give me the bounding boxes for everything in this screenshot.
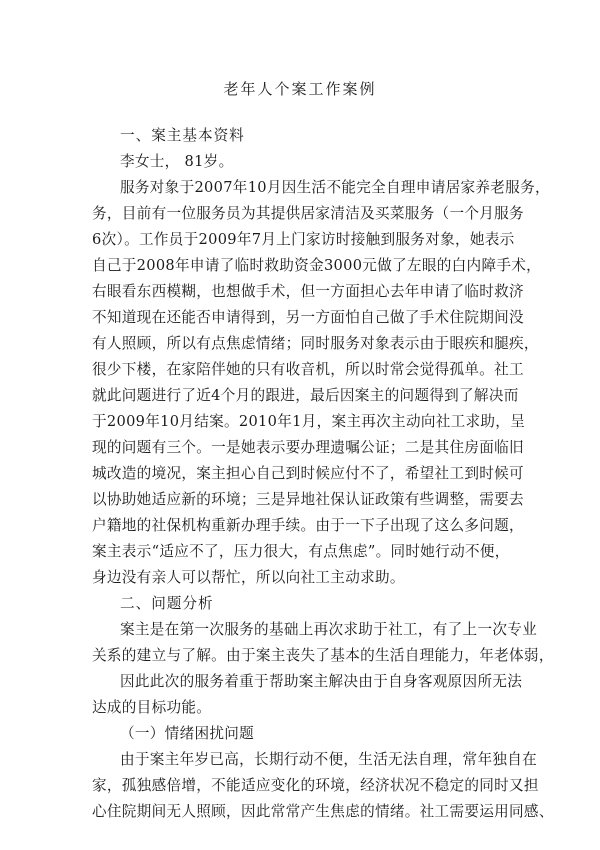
paragraph-line: 于2009年10月结案。2010年1月，案主再次主动向社工求助，呈	[92, 413, 526, 430]
paragraph-line: 有人照顾，所以有点焦虑情绪；同时服务对象表示由于眼疾和腿疾，	[92, 335, 539, 352]
paragraph-line: 就此问题进行了近4个月的跟进，最后因案主的问题得到了解决而	[92, 387, 519, 404]
paragraph-line: 自己于2008年申请了临时救助资金3000元做了左眼的白内障手术，	[92, 257, 542, 274]
paragraph-line: 关系的建立与了解。由于案主丧失了基本的生活自理能力，年老体弱，	[92, 647, 554, 664]
paragraph-line: 身边没有亲人可以帮忙，所以向社工主动求助。	[92, 569, 405, 586]
paragraph-line: 由于案主年岁已高，长期行动不便，生活无法自理，常年独自在	[120, 751, 538, 768]
paragraph-line: 6次）。工作员于2009年7月上门家访时接触到服务对象，她表示	[92, 231, 515, 248]
client-info: 李女士， 81岁。	[120, 153, 234, 170]
paragraph-line: 案主表示“适应不了，压力很大，有点焦虑”。同时她行动不便，	[92, 543, 510, 560]
paragraph-line: 服务对象于2007年10月因生活不能完全自理申请居家养老服务，	[120, 179, 550, 196]
paragraph-line: 不知道现在还能否申请得到，另一方面怕自己做了手术住院期间没	[92, 309, 524, 326]
section-heading-basic-info: 一、案主基本资料	[120, 127, 245, 144]
paragraph-line: 因此此次的服务着重于帮助案主解决由于自身客观原因所无法	[120, 673, 523, 690]
paragraph-line: 很少下楼，在家陪伴她的只有收音机，所以时常会觉得孤单。社工	[92, 361, 524, 378]
subsection-heading-emotional: （一）情绪困扰问题	[120, 725, 255, 742]
paragraph-line: 家，孤独感倍增，不能适应变化的环境，经济状况不稳定的同时又担	[92, 777, 539, 794]
paragraph-line: 城改造的境况，案主担心自己到时候应付不了，希望社工到时候可	[92, 465, 524, 482]
section-heading-problem-analysis: 二、问题分析	[120, 595, 214, 612]
paragraph-line: 现的问题有三个。一是她表示要办理遗嘱公证；二是其住房面临旧	[92, 439, 524, 456]
paragraph-line: 以协助她适应新的环境；三是异地社保认证政策有些调整，需要去	[92, 491, 524, 508]
paragraph-line: 右眼看东西模糊，也想做手术，但一方面担心去年申请了临时救济	[92, 283, 524, 300]
paragraph-line: 务，目前有一位服务员为其提供居家清洁及买菜服务（一个月服务	[92, 205, 524, 222]
paragraph-line: 达成的目标功能。	[92, 699, 212, 716]
paragraph-line: 心住院期间无人照顾，因此常常产生焦虑的情绪。社工需要运用同感、	[92, 803, 554, 820]
paragraph-line: 案主是在第一次服务的基础上再次求助于社工，有了上一次专业	[120, 621, 538, 638]
document-title: 老年人个案工作案例	[223, 80, 377, 98]
paragraph-line: 户籍地的社保机构重新办理手续。由于一下子出现了这么多问题，	[92, 517, 524, 534]
